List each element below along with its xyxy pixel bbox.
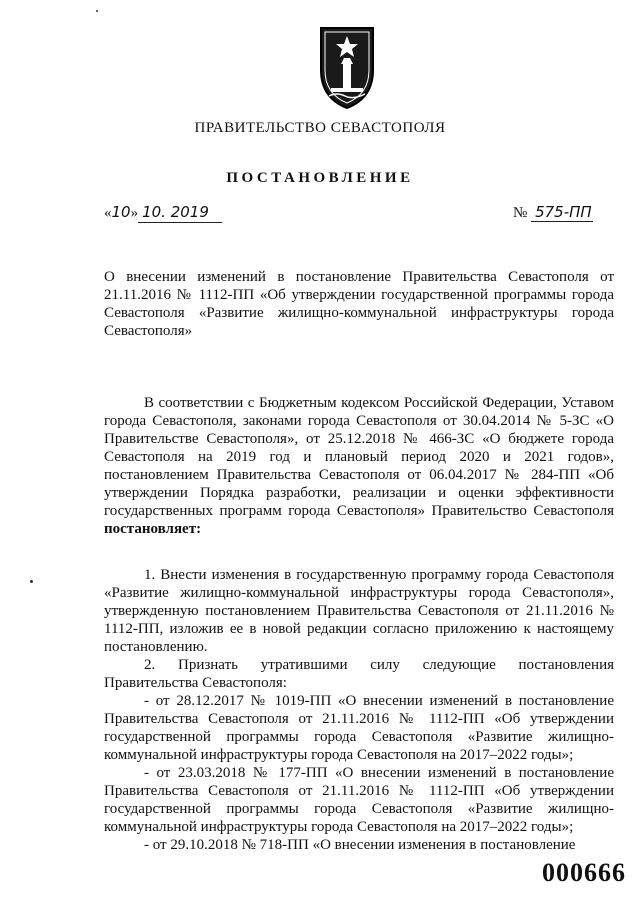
number-prefix: № [513,205,528,221]
serial-number: 000666 [542,858,626,887]
scan-speck [96,10,98,12]
preamble-paragraph [104,394,614,538]
resolution-items [104,566,614,854]
number-value: 575-ПП [531,203,593,222]
preamble-verb: постановляет: [104,521,202,537]
date-day: 10 [111,203,131,221]
document-type-title: ПОСТАНОВЛЕНИЕ [226,170,414,186]
government-name: ПРАВИТЕЛЬСТВО СЕВАСТОПОЛЯ [194,120,446,136]
document-number [513,203,593,222]
document-subject: О внесении изменений в постановление Правительства Севастополя от 21.11.2016 № 1112-ПП «Об утверждении государственной программы города Севастополя «Развитие жилищно-коммунальной инфраструктуры города Севастополя» [104,269,614,339]
date-close-quote: » [130,205,139,221]
list-item: - от 23.03.2018 № 177-ПП «О внесении изменений в постановление Правительства Севастополя от 21.11.2016 № 1112-ПП «Об утверждении государственной программы города Севастополя «Развитие жилищно-коммунальной инфраструктуры города Севастополя на 2017–2022 годы»; [104,765,614,835]
document-date [104,203,222,223]
list-item: 2. Признать утратившими силу следующие постановления Правительства Севастополя: [104,657,614,691]
scan-speck [30,580,33,583]
list-item: - от 29.10.2018 № 718-ПП «О внесении изменения в постановление [144,837,576,853]
preamble-text: В соответствии с Бюджетным кодексом Российской Федерации, Уставом города Севастополя, законами города Севастополя от 30.04.2014 № 5-ЗС «О Правительстве Севастополя», от 25.12.2018 № 466-ЗС «О бюджете города Севастополя на 2019 год и плановый период 2020 и 2021 годов», постановлением Правительства Севастополя от 06.04.2017 № 284-ПП «Об утверждении Порядка разработки, реализации и оценки эффективности государственных программ города Севастополя» Правительство Севастополя [104,395,614,519]
list-item: 1. Внести изменения в государственную программу города Севастополя «Развитие жилищно-коммунальной инфраструктуры города Севастополя», утвержденную постановлением Правительства Севастополя от 21.11.2016 № 1112-ПП, изложив ее в новой редакции согласно приложению к настоящему постановлению. [104,567,614,655]
date-month-year: 10. 2019 [142,203,209,221]
date-open-quote: « [104,205,112,221]
list-item: - от 28.12.2017 № 1019-ПП «О внесении изменений в постановление Правительства Севастополя от 21.11.2016 № 1112-ПП «Об утверждении государственной программы города Севастополя «Развитие жилищно-коммунальной инфраструктуры города Севастополя на 2017–2022 годы»; [104,693,614,763]
coat-of-arms-icon [317,22,377,112]
